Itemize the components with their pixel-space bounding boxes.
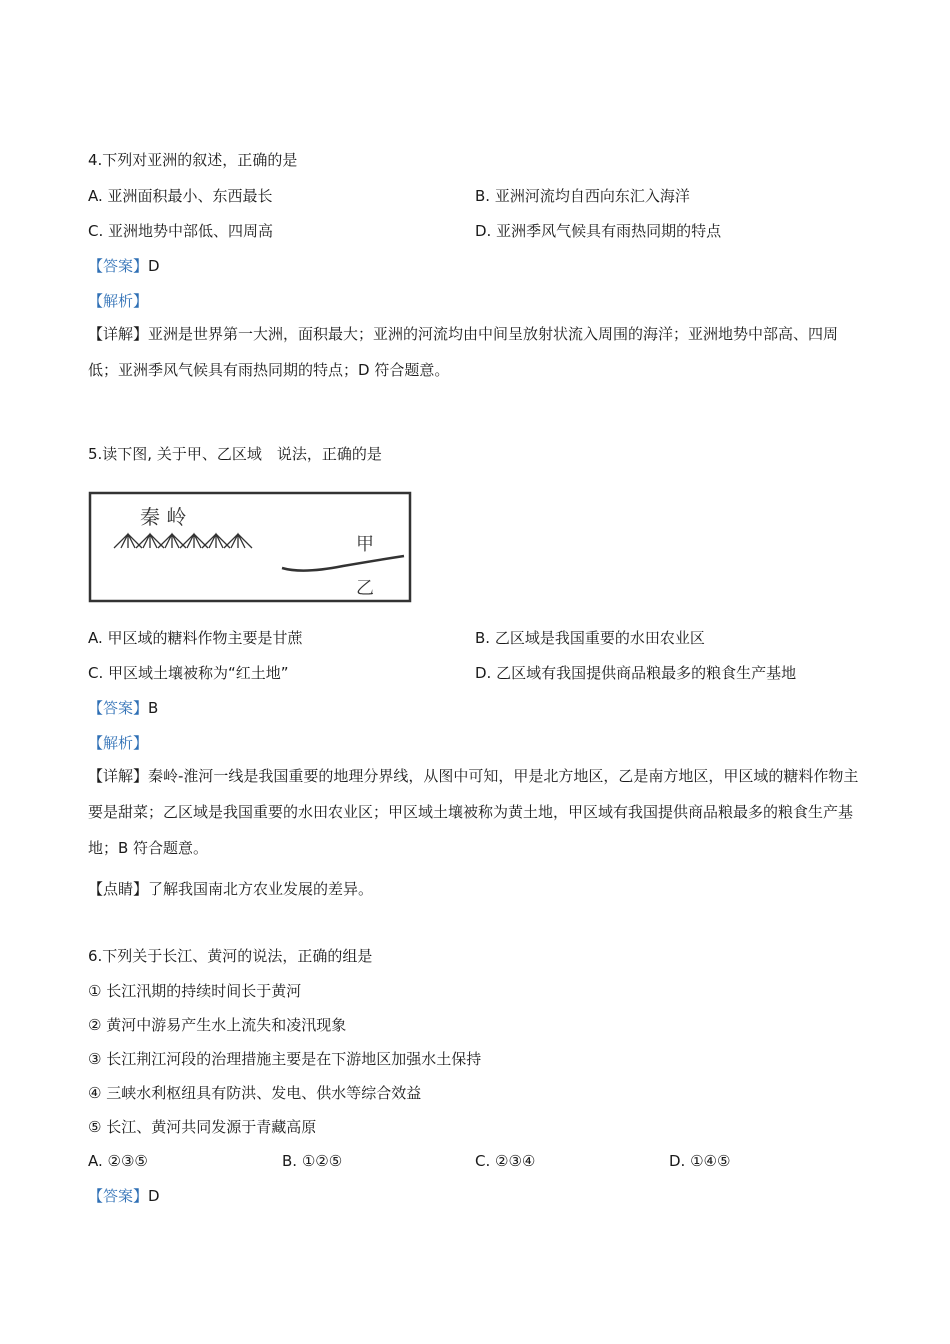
q4-option-c: C. 亚洲地势中部低、四周高 bbox=[88, 222, 274, 240]
answer-value: B bbox=[148, 699, 159, 717]
q4-detail bbox=[88, 316, 866, 388]
q4-analysis-tag: 【解析】 bbox=[88, 292, 149, 310]
question-4-stem: 4.下列对亚洲的叙述，正确的是 bbox=[88, 151, 298, 169]
question-5-stem: 5.读下图, 关于甲、乙区域 说法，正确的是 bbox=[88, 445, 382, 463]
q4-option-b: B. 亚洲河流均自西向东汇入海洋 bbox=[475, 187, 690, 205]
figure-label-yi: 乙 bbox=[356, 578, 374, 599]
q5-analysis-tag: 【解析】 bbox=[88, 734, 149, 752]
answer-tag: 【答案】 bbox=[88, 699, 149, 717]
q5-answer bbox=[88, 698, 158, 718]
detail-text: 亚洲是世界第一大洲，面积最大；亚洲的河流均由中间呈放射状流入周围的海洋；亚洲地势中部高、四周低；亚洲季风气候具有雨热同期的特点；D 符合题意。 bbox=[88, 325, 839, 379]
answer-value: D bbox=[148, 257, 160, 275]
note-text: 了解我国南北方农业发展的差异。 bbox=[148, 880, 374, 898]
q4-option-a: A. 亚洲面积最小、东西最长 bbox=[88, 187, 273, 205]
question-6-stem: 6.下列关于长江、黄河的说法，正确的组是 bbox=[88, 947, 373, 965]
detail-tag: 【详解】 bbox=[88, 767, 149, 785]
answer-value: D bbox=[148, 1187, 160, 1205]
detail-tag: 【详解】 bbox=[88, 325, 149, 343]
q5-option-b: B. 乙区域是我国重要的水田农业区 bbox=[475, 629, 705, 647]
q6-item-4: ④ 三峡水利枢纽具有防洪、发电、供水等综合效益 bbox=[88, 1084, 422, 1102]
q5-note bbox=[88, 879, 373, 899]
detail-text: 秦岭-淮河一线是我国重要的地理分界线，从图中可知，甲是北方地区，乙是南方地区，甲区域的糖料作物主要是甜菜；乙区域是我国重要的水田农业区；甲区域土壤被称为黄土地，甲区域有我国提供商品粮最多的粮食生产基地；B 符合题意。 bbox=[88, 767, 859, 857]
q5-detail bbox=[88, 758, 866, 866]
answer-tag: 【答案】 bbox=[88, 257, 149, 275]
q5-option-d: D. 乙区域有我国提供商品粮最多的粮食生产基地 bbox=[475, 664, 797, 682]
note-tag: 【点睛】 bbox=[88, 880, 149, 898]
q5-option-c: C. 甲区域土壤被称为“红土地” bbox=[88, 664, 289, 682]
figure-label-jia: 甲 bbox=[356, 534, 374, 555]
q6-option-c: C. ②③④ bbox=[475, 1152, 536, 1170]
q6-item-3: ③ 长江荆江河段的治理措施主要是在下游地区加强水土保持 bbox=[88, 1050, 482, 1068]
q6-item-2: ② 黄河中游易产生水上流失和凌汛现象 bbox=[88, 1016, 347, 1034]
q6-option-d: D. ①④⑤ bbox=[669, 1152, 731, 1170]
q5-option-a: A. 甲区域的糖料作物主要是甘蔗 bbox=[88, 629, 303, 647]
qinling-figure bbox=[88, 490, 414, 604]
q6-option-a: A. ②③⑤ bbox=[88, 1152, 148, 1170]
figure-mountain-label: 秦 岭 bbox=[140, 505, 187, 529]
q6-item-1: ① 长江汛期的持续时间长于黄河 bbox=[88, 982, 302, 1000]
q4-option-d: D. 亚洲季风气候具有雨热同期的特点 bbox=[475, 222, 722, 240]
q6-option-b: B. ①②⑤ bbox=[282, 1152, 343, 1170]
q4-answer bbox=[88, 256, 160, 276]
answer-tag: 【答案】 bbox=[88, 1187, 149, 1205]
q6-item-5: ⑤ 长江、黄河共同发源于青藏高原 bbox=[88, 1118, 317, 1136]
q6-answer bbox=[88, 1186, 160, 1206]
